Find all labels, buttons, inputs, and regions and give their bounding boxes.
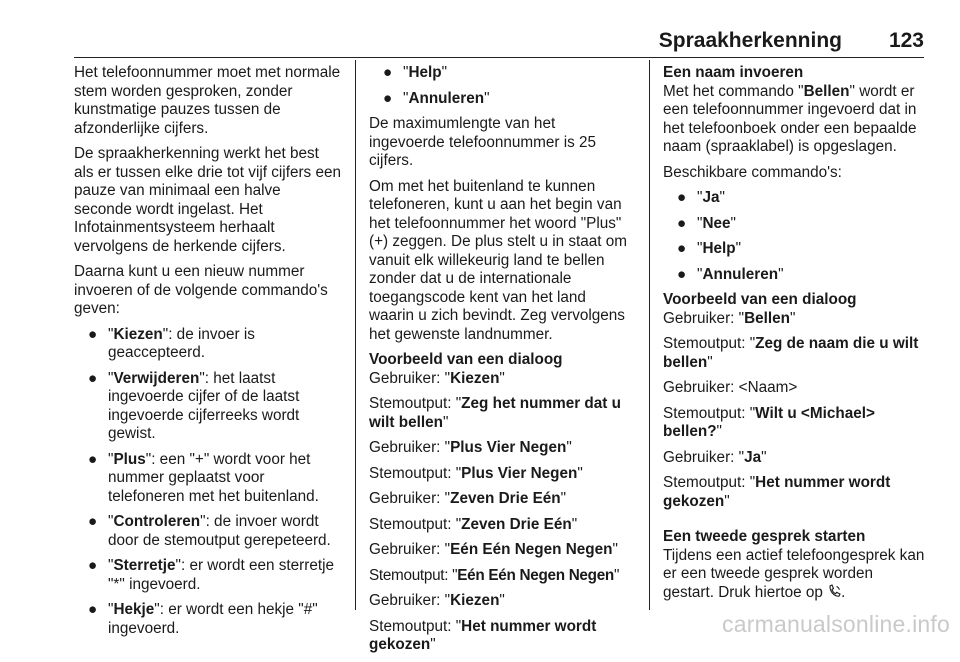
- spoken-text: Plus Vier Negen: [461, 464, 578, 482]
- section-heading: Een naam invoeren: [663, 64, 804, 81]
- command-name: Help: [408, 64, 442, 81]
- column-3: [663, 64, 928, 611]
- list-item: ● "Kiezen": de invoer is geaccepteerd.: [88, 325, 255, 361]
- text-run: Tijdens een actief telefoongesprek kan er een tweede gesprek worden gestart. Druk hiertoe op: [663, 546, 925, 601]
- speaker-label: Stemoutput:: [369, 617, 456, 635]
- spoken-text: Zeven Drie Eén: [461, 515, 572, 533]
- speaker-label: Gebruiker:: [369, 369, 445, 387]
- spoken-text: Plus Vier Negen: [450, 439, 567, 456]
- paragraph: Om met het buitenland te kunnen telefoneren, kunt u aan het begin van het telefoonnummer het woord "Plus" (+) zeggen. De plus stelt u in staat om vanuit elk willekeurig land te bellen zonder dat u de internationale toegangscode kent van het land waarin u zich bevindt. Zeg vervolgens het gewenste landnummer.: [369, 177, 628, 343]
- bullet-icon: ●: [88, 513, 98, 530]
- dialog-line: Gebruiker: "Kiezen": [369, 369, 505, 387]
- spoken-text: <Naam>: [738, 379, 798, 396]
- speaker-label: Gebruiker:: [369, 541, 445, 558]
- speaker-label: Gebruiker:: [663, 448, 739, 466]
- dialog-line: [663, 379, 928, 398]
- command-description: : de invoer wordt door de stemoutput gerepeteerd.: [108, 513, 331, 549]
- spoken-text: Kiezen: [450, 592, 500, 609]
- bullet-icon: ●: [677, 189, 687, 206]
- bullet-icon: ●: [677, 214, 687, 232]
- command-description: : er wordt een hekje "#" ingevoerd.: [108, 601, 318, 637]
- speaker-label: Stemoutput:: [369, 464, 456, 482]
- bullet-icon: ●: [677, 265, 687, 283]
- text-run: .: [841, 583, 846, 601]
- paragraph: Het telefoonnummer moet met normale stem worden gesproken, zonder kunstmatige pauzes tussen de afzonderlijke cijfers.: [74, 64, 341, 137]
- section-heading: Voorbeeld van een dialoog: [369, 351, 563, 368]
- command-name: Bellen: [803, 82, 850, 100]
- command-description: : de invoer is geaccepteerd.: [108, 325, 255, 361]
- list-item: ● "Verwijderen": het laatst ingevoerde cijfer of de laatst ingevoerde cijferreeks wordt gewist.: [88, 369, 300, 442]
- spoken-text: Eén Eén Negen Negen: [457, 566, 614, 584]
- command-description: : het laatst ingevoerde cijfer of de laatst ingevoerde cijferreeks wordt gewist.: [108, 369, 300, 442]
- spoken-text: Zeg de naam die u wilt bellen: [663, 335, 919, 371]
- page-header: [0, 0, 960, 58]
- command-name: Hekje: [113, 601, 155, 618]
- text-run: " wordt er een telefoonnummer ingevoerd dat in het telefoonboek onder een bepaalde naam (spraaklabel) is opgeslagen.: [663, 82, 917, 155]
- dialog-line: Stemoutput: "Wilt u <Michael> bellen?": [663, 404, 875, 440]
- paragraph: De spraakherkenning werkt het best als er tussen elke drie tot vijf cijfers een pauze van minimaal een halve seconde wordt ingelast. Het Infotainmentsysteem herhaalt vervolgens de herkende cijfers.: [74, 145, 341, 255]
- bullet-icon: ●: [88, 557, 98, 574]
- command-name: Plus: [113, 450, 146, 468]
- header-rule: [74, 57, 924, 58]
- command-list: [74, 326, 342, 639]
- dialog-line: Gebruiker: "Ja": [663, 448, 767, 466]
- command-name: Controleren: [113, 513, 201, 530]
- paragraph: Beschikbare commando's:: [663, 163, 842, 181]
- command-name: Annuleren: [702, 265, 779, 283]
- list-item: ● "Nee": [677, 214, 736, 232]
- speaker-label: Stemoutput:: [663, 335, 750, 352]
- speaker-label: Gebruiker:: [663, 379, 739, 396]
- dialog-line: Gebruiker: "Eén Eén Negen Negen": [369, 541, 618, 558]
- list-item: ● "Hekje": er wordt een hekje "#" ingevoerd.: [88, 601, 318, 637]
- paragraph: [663, 83, 928, 157]
- speaker-label: Stemoutput:: [663, 404, 750, 422]
- speaker-label: Gebruiker:: [369, 490, 445, 507]
- dialog-line: Gebruiker: "Bellen": [663, 309, 796, 327]
- dialog-line: Stemoutput: "Zeg het nummer dat u wilt bellen": [369, 395, 621, 431]
- column-divider: [649, 60, 650, 610]
- bullet-icon: ●: [88, 601, 98, 618]
- column-1: [74, 64, 342, 645]
- bullet-icon: ●: [88, 450, 98, 468]
- spoken-text: Wilt u <Michael> bellen?: [663, 404, 875, 440]
- page-title: Spraakherkenning: [658, 29, 842, 52]
- spoken-text: Het nummer wordt gekozen: [369, 617, 597, 653]
- list-item: ● "Annuleren": [677, 265, 784, 283]
- dialog-line: Gebruiker: "Kiezen": [369, 592, 505, 609]
- command-description: : een "+" wordt voor het nummer geplaatst voor telefoneren met het buitenland.: [108, 450, 319, 505]
- watermark: carmanualsonline.info: [722, 611, 950, 637]
- dialog-line: Stemoutput: "Het nummer wordt gekozen": [663, 474, 891, 510]
- speaker-label: Gebruiker:: [369, 592, 445, 609]
- command-name: Ja: [702, 189, 720, 206]
- paragraph: De maximumlengte van het ingevoerde telefoonnummer is 25 cijfers.: [369, 115, 597, 169]
- spoken-text: Zeg het nummer dat u wilt bellen: [369, 395, 621, 431]
- command-name: Sterretje: [113, 557, 176, 574]
- list-item: ● "Controleren": de invoer wordt door de stemoutput gerepeteerd.: [88, 513, 331, 549]
- spoken-text: Eén Eén Negen Negen: [450, 541, 613, 558]
- speaker-label: Gebruiker:: [663, 309, 739, 327]
- column-2: [369, 64, 635, 662]
- list-item: ● "Sterretje": er wordt een sterretje "*" ingevoerd.: [88, 557, 334, 593]
- text-run: Met het commando ": [663, 82, 804, 100]
- list-item: ● "Ja": [677, 189, 725, 206]
- bullet-icon: ●: [88, 369, 98, 387]
- dialog-line: Stemoutput: "Plus Vier Negen": [369, 464, 583, 482]
- speaker-label: Stemoutput:: [369, 395, 456, 412]
- speaker-label: Stemoutput:: [369, 515, 456, 533]
- spoken-text: Het nummer wordt gekozen: [663, 474, 891, 510]
- spoken-text: Ja: [744, 448, 762, 466]
- list-item: ● "Help": [677, 240, 742, 257]
- dialog-line: Stemoutput: "Eén Eén Negen Negen": [369, 566, 620, 584]
- dialog-line: Stemoutput: "Zeg de naam die u wilt bellen": [663, 335, 919, 371]
- column-divider: [355, 60, 356, 610]
- section-heading: Een tweede gesprek starten: [663, 528, 866, 545]
- phone-voice-icon: [827, 584, 841, 605]
- speaker-label: Stemoutput:: [663, 474, 750, 491]
- command-name: Help: [702, 240, 736, 257]
- spoken-text: Kiezen: [450, 369, 500, 387]
- bullet-icon: ●: [88, 325, 98, 343]
- list-item: ● "Plus": een "+" wordt voor het nummer geplaatst voor telefoneren met het buitenland.: [88, 450, 319, 505]
- spacer: [663, 518, 928, 528]
- list-item: ● "Annuleren": [383, 89, 490, 107]
- dialog-line: Stemoutput: "Zeven Drie Eén": [369, 515, 578, 533]
- command-name: Verwijderen: [113, 369, 200, 387]
- dialog-example: [369, 370, 635, 655]
- bullet-icon: ●: [677, 240, 687, 257]
- paragraph: Daarna kunt u een nieuw nummer invoeren of de volgende commando's geven:: [74, 263, 328, 317]
- dialog-example: [663, 310, 928, 512]
- spoken-text: Bellen: [744, 309, 791, 327]
- dialog-line: Gebruiker: "Zeven Drie Eén": [369, 490, 567, 507]
- spoken-text: Zeven Drie Eén: [450, 490, 561, 507]
- list-item: ● "Help": [383, 64, 448, 81]
- command-description: : er wordt een sterretje "*" ingevoerd.: [108, 557, 334, 593]
- bullet-icon: ●: [383, 89, 393, 107]
- command-name: Kiezen: [113, 325, 163, 343]
- dialog-line: Gebruiker: "Plus Vier Negen": [369, 439, 572, 456]
- page-number: 123: [888, 29, 924, 52]
- dialog-line: Stemoutput: "Het nummer wordt gekozen": [369, 617, 597, 653]
- section-heading: Voorbeeld van een dialoog: [663, 291, 857, 308]
- bullet-icon: ●: [383, 64, 393, 81]
- paragraph: [663, 547, 928, 605]
- speaker-label: Stemoutput:: [369, 566, 453, 584]
- speaker-label: Gebruiker:: [369, 439, 445, 456]
- command-name: Annuleren: [408, 89, 485, 107]
- command-name: Nee: [702, 214, 731, 232]
